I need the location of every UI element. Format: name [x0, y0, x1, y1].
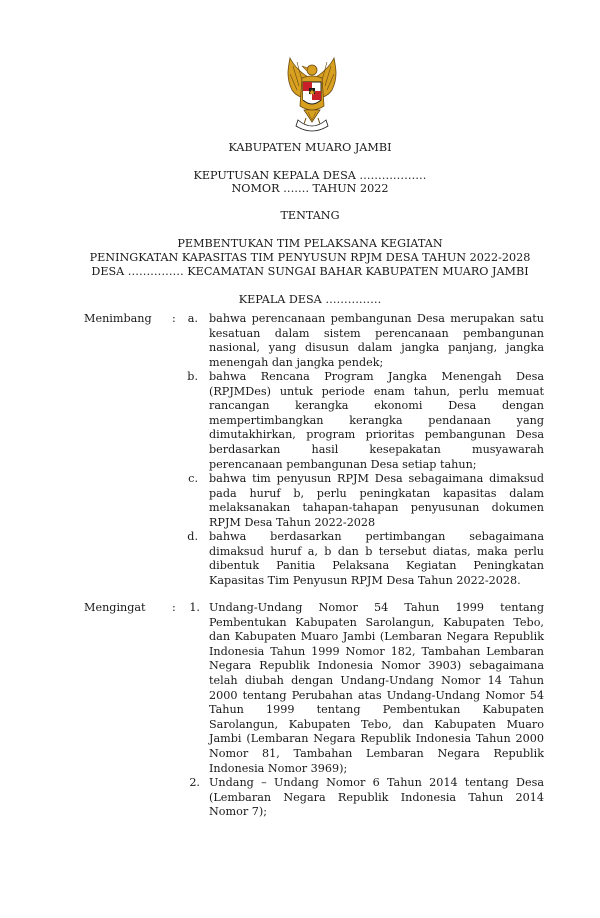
text-line: melaksanakan tahapan-tahapan penyusunan dokumen — [209, 501, 544, 515]
text-line: (Lembaran Negara Republik Indonesia Tahun 2014 — [209, 790, 544, 804]
text-line: dibentuk Panitia Pelaksana Kegiatan Peningkatan — [209, 559, 544, 573]
text-line: 2000 tentang Perubahan atas Undang-Undang Nomor 54 — [209, 688, 544, 702]
mengingat-item-2 — [209, 776, 544, 820]
text-line: kesatuan dalam sistem perencanaan pembangunan — [209, 326, 544, 340]
decree-number: NOMOR ……. TAHUN 2022 — [231, 182, 389, 195]
mengingat-item-1 — [209, 601, 544, 776]
menimbang-item-a — [209, 312, 544, 370]
mengingat-label: Mengingat — [84, 601, 146, 614]
text-line: menengah dan jangka pendek; — [209, 355, 384, 369]
text-line: Tahun 1999 tentang Pembentukan Kabupaten — [209, 703, 544, 717]
text-line: Sarolangun, Kabupaten Tebo, dan Kabupaten Muaro — [209, 717, 544, 731]
text-line: telah diubah dengan Undang-Undang Nomor 14 Tahun — [209, 673, 544, 687]
text-line: Nomor 81, Tambahan Lembaran Negara Republik — [209, 746, 544, 760]
text-line: Negara Republik Indonesia Nomor 3903) sebagaimana — [209, 659, 544, 673]
issuer-heading: KEPALA DESA …………… — [238, 293, 382, 306]
subject-line: DESA …………… KECAMATAN SUNGAI BAHAR KABUPATEN MUARO JAMBI — [91, 265, 529, 278]
garuda-emblem-icon — [272, 56, 352, 138]
mengingat-colon: : — [172, 601, 176, 614]
about-heading: TENTANG — [280, 209, 340, 222]
text-line: (RPJMDes) untuk periode enam tahun, perlu memuat — [209, 384, 544, 398]
menimbang-item-c — [209, 472, 544, 530]
text-line: bahwa perencanaan pembangunan Desa merupakan satu — [209, 312, 544, 325]
text-line: nasional, yang disusun dalam jangka panjang, jangka — [209, 341, 544, 355]
item-marker: a. — [187, 312, 198, 325]
text-line: dimutakhirkan, program prioritas pembangunan Desa — [209, 428, 544, 442]
item-marker: 1. — [189, 601, 200, 614]
item-marker: c. — [188, 472, 198, 485]
text-line: bahwa berdasarkan pertimbangan sebagaimana — [209, 530, 544, 543]
menimbang-colon: : — [172, 312, 176, 325]
text-line: Indonesia Tahun 1999 Nomor 182, Tambahan Lembaran — [209, 644, 544, 658]
text-line: Undang-Undang Nomor 54 Tahun 1999 tentang — [209, 601, 544, 614]
text-line: pada huruf b, perlu peningkatan kapasitas dalam — [209, 486, 544, 500]
text-line: Indonesia Nomor 3969); — [209, 761, 348, 775]
text-line: Pembentukan Kabupaten Sarolangun, Kabupaten Tebo, — [209, 615, 544, 629]
text-line: dimaksud huruf a, b dan b tersebut diatas, maka perlu — [209, 544, 544, 558]
text-line: bahwa tim penyusun RPJM Desa sebagaimana dimaksud — [209, 472, 544, 485]
text-line: Kapasitas Tim Penyusun RPJM Desa Tahun 2022-2028. — [209, 573, 521, 587]
text-line: Nomor 7); — [209, 805, 268, 819]
text-line: Jambi (Lembaran Negara Republik Indonesia Tahun 2000 — [209, 732, 544, 746]
regency-name: KABUPATEN MUARO JAMBI — [228, 141, 392, 154]
item-marker: b. — [187, 370, 198, 383]
text-line: bahwa Rencana Program Jangka Menengah Desa — [209, 370, 544, 383]
text-line: mempertimbangkan kerangka pendanaan yang — [209, 413, 544, 427]
subject-line: PEMBENTUKAN TIM PELAKSANA KEGIATAN — [177, 237, 443, 250]
text-line: RPJM Desa Tahun 2022-2028 — [209, 515, 376, 529]
text-line: perencanaan pembangunan Desa setiap tahun; — [209, 457, 477, 471]
subject-line: PENINGKATAN KAPASITAS TIM PENYUSUN RPJM DESA TAHUN 2022-2028 — [89, 251, 531, 264]
decree-title: KEPUTUSAN KEPALA DESA ……………… — [193, 169, 427, 182]
menimbang-label: Menimbang — [84, 312, 152, 325]
item-marker: d. — [187, 530, 198, 543]
text-line: dan Kabupaten Muaro Jambi (Lembaran Negara Republik — [209, 630, 544, 644]
text-line: rancangan kerangka ekonomi Desa dengan — [209, 399, 544, 413]
text-line: Undang – Undang Nomor 6 Tahun 2014 tentang Desa — [209, 776, 544, 789]
menimbang-item-b — [209, 370, 544, 472]
item-marker: 2. — [189, 776, 200, 789]
menimbang-item-d — [209, 530, 544, 588]
text-line: berdasarkan hasil kesepakatan musyawarah — [209, 442, 544, 456]
